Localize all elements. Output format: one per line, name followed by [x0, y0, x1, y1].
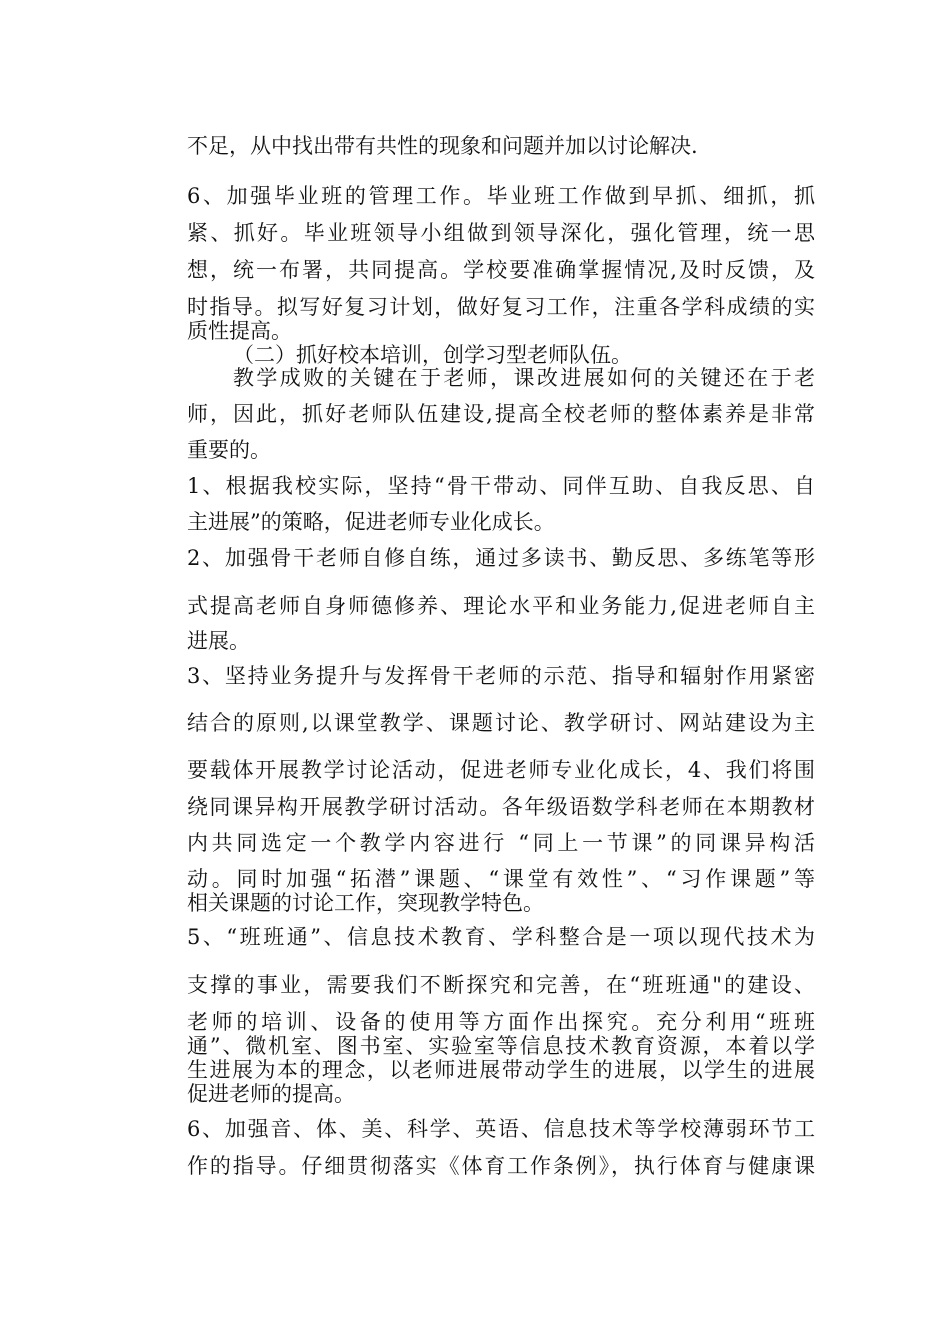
text-line: 进展。 [187, 629, 250, 653]
text-line: 通”、微机室、图书室、实验室等信息技术教育资源，本着以学 [187, 1034, 815, 1058]
text-line: 生进展为本的理念，以老师进展带动学生的进展，以学生的进展 [187, 1058, 815, 1082]
text-line: 6、加强音、体、美、科学、英语、信息技术等学校薄弱环节工 [187, 1117, 815, 1141]
text-line: 绕同课异构开展教学研讨活动。各年级语数学科老师在本期教材 [187, 795, 815, 819]
text-line: 想，统一布署，共同提高。学校要准确掌握情况,及时反馈，及 [187, 258, 815, 282]
section-heading: （二）抓好校本培训，创学习型老师队伍。 [233, 343, 632, 367]
text-line: 重要的。 [187, 438, 271, 462]
text-line: 1、根据我校实际，坚持“骨干带动、同伴互助、自我反思、自 [187, 474, 815, 498]
text-line: 教学成败的关键在于老师，课改进展如何的关键还在于老 [233, 366, 815, 390]
text-line: 主进展”的策略，促进老师专业化成长。 [187, 510, 555, 534]
text-line: 促进老师的提高。 [187, 1082, 355, 1106]
text-line: 紧、抓好。毕业班领导小组做到领导深化，强化管理，统一思 [187, 221, 815, 245]
text-line: 支撑的事业，需要我们不断探究和完善，在“班班通"的建设、 [187, 973, 815, 997]
text-line: 不足，从中找出带有共性的现象和问题并加以讨论解决. [187, 134, 698, 158]
text-line: 相关课题的讨论工作，突现教学特色。 [187, 891, 544, 915]
text-line: 3、坚持业务提升与发挥骨干老师的示范、指导和辐射作用紧密 [187, 664, 815, 688]
text-line: 作的指导。仔细贯彻落实《体育工作条例》，执行体育与健康课 [187, 1154, 815, 1178]
text-line: 5、“班班通”、信息技术教育、学科整合是一项以现代技术为 [187, 925, 815, 949]
text-line: 质性提高。 [187, 319, 292, 343]
text-line: 6、加强毕业班的管理工作。毕业班工作做到早抓、细抓，抓 [187, 184, 815, 208]
text-line: 2、加强骨干老师自修自练，通过多读书、勤反思、多练笔等形 [187, 546, 815, 570]
text-line: 内共同选定一个教学内容进行 “同上一节课”的同课异构活 [187, 831, 815, 855]
text-line: 式提高老师自身师德修养、理论水平和业务能力,促进老师自主 [187, 594, 815, 618]
text-line: 结合的原则,以课堂教学、课题讨论、教学研讨、网站建设为主 [187, 711, 815, 735]
text-line: 时指导。拟写好复习计划，做好复习工作，注重各学科成绩的实 [187, 295, 815, 319]
text-line: 老师的培训、设备的使用等方面作出探究。充分利用“班班 [187, 1010, 815, 1034]
text-line: 师，因此，抓好老师队伍建设,提高全校老师的整体素养是非常 [187, 402, 815, 426]
text-line: 要载体开展教学讨论活动，促进老师专业化成长，4、我们将围 [187, 758, 815, 782]
text-line: 动。同时加强“拓潜”课题、“课堂有效性”、“习作课题”等 [187, 867, 815, 891]
